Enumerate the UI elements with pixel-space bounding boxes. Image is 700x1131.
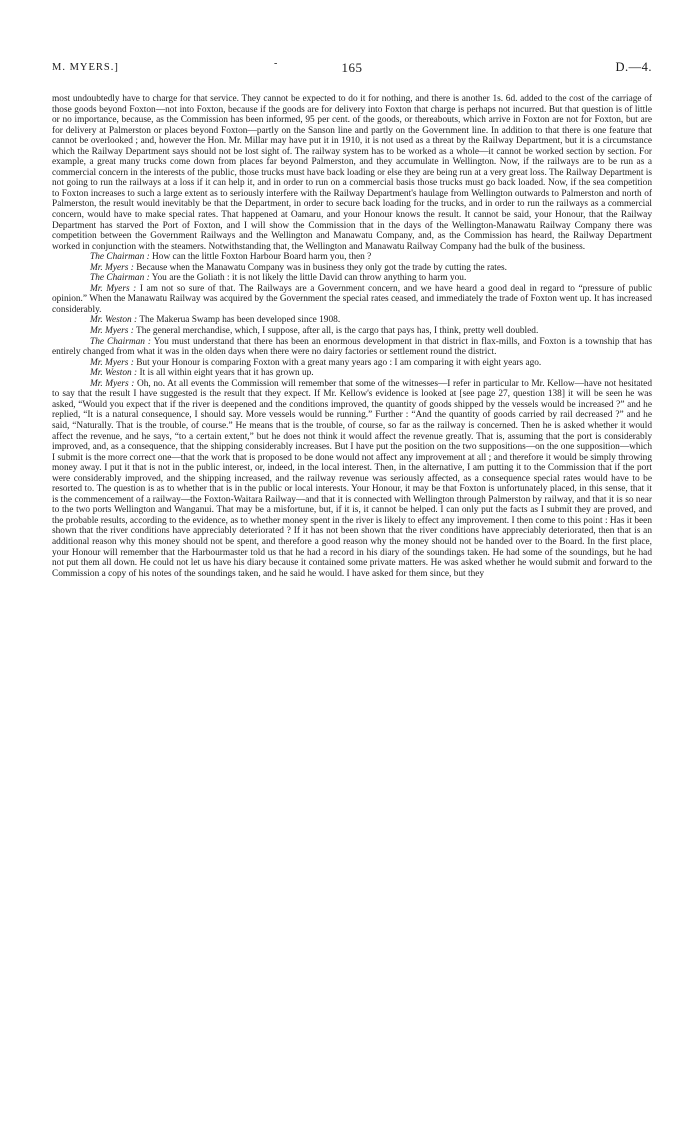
paragraph-text: But your Honour is comparing Foxton with a great many years ago : I am comparing it with eight years ago. xyxy=(136,357,542,368)
paragraph xyxy=(52,358,652,369)
speaker-label: The Chairman : xyxy=(90,252,150,263)
paragraph-text: most undoubtedly have to charge for that service. They cannot be expected to do it for nothing, and there is another 1s. 6d. added to the cost of the carriage of those goods beyond Foxton—not into Foxton, because if the goods are for delivery into Foxton that charge is perhaps not incurred. But that question is of little or no importance, because, as the Commission has been informed, 95 per cent. of the goods, or thereabouts, which arrive in Foxton are not for Foxton, but are for delivery at Palmerston or places beyond Foxton—partly on the Sanson line and partly on the Government line. In addition to that there is one feature that cannot be overlooked ; and, however the Hon. Mr. Millar may have put it in 1910, it is not used as a threat by the Railway Department, but it is a circumstance which the Railway Department says should not be lost sight of. The railway system has to be worked as a whole—it cannot be worked section by section. For example, a great many trucks come down from places far beyond Palmerston, and they accumulate in Wellington. Now, if the railways are to be run as a commercial concern in the interests of the public, those trucks must have back loading or else they are being run at a very great loss. The Railway Department is not going to run the railways at a loss if it can help it, and in order to run on a commercial basis those trucks must go back loaded. Now, if the sea competition to Foxton increases to such a large extent as to seriously interfere with the Railway Department's haulage from Wellington outwards to Palmerston and north of Palmerston, the result would inevitably be that the Department, in order to secure back loading for the trucks, and in order to run the railways as a commercial concern, would have to make special rates. That happened at Oamaru, and your Honour knows the result. It cannot be said, your Honour, that the Railway Department has starved the Port of Foxton, and I will show the Commission that in the days of the Wellington-Manawatu Railway Company there was competition between the Government Railways and the Wellington and Manawatu Company, and, as the Commission has heard, the Railway Department worked in conjunction with the steamers. Notwithstanding that, the Wellington and Manawatu Railway Company had the bulk of the business. xyxy=(52,94,652,252)
paragraph-text: The general merchandise, which, I suppose, after all, is the cargo that pays has, I think, pretty well doubled. xyxy=(136,326,539,337)
paragraph-text: How can the little Foxton Harbour Board harm you, then ? xyxy=(152,252,372,263)
header-mark: - xyxy=(274,58,278,69)
page-header xyxy=(52,58,652,80)
paragraph xyxy=(52,379,652,579)
document-body xyxy=(52,94,652,579)
paragraph xyxy=(52,284,652,316)
header-author: M. MYERS.] xyxy=(52,62,119,73)
paragraph xyxy=(52,326,652,337)
paragraph xyxy=(52,263,652,274)
page-number: 165 xyxy=(341,60,363,75)
speaker-label: The Chairman : xyxy=(90,336,152,347)
speaker-label: Mr. Weston : xyxy=(90,315,138,326)
speaker-label: Mr. Myers : xyxy=(90,283,137,294)
paragraph xyxy=(52,273,652,284)
paragraph xyxy=(52,368,652,379)
paragraph xyxy=(52,252,652,263)
speaker-label: Mr. Myers : xyxy=(90,326,134,337)
paragraph-text: It is all within eight years that it has grown up. xyxy=(139,368,314,379)
document-page xyxy=(52,58,652,579)
paragraph-text: Because when the Manawatu Company was in business they only got the trade by cutting the rates. xyxy=(136,262,508,273)
paragraph-text: I am not so sure of that. The Railways are a Government concern, and we have heard a good deal in regard to “pressure of public opinion.” When the Manawatu Railway was acquired by the Government the special rates ceased, and immediately the trade of Foxton went up. It has increased considerably. xyxy=(52,283,653,315)
paragraph xyxy=(52,94,652,252)
paragraph xyxy=(52,315,652,326)
paragraph-text: Oh, no. At all events the Commission will remember that some of the witnesses—I refer in particular to Mr. Kellow—have not hesitated to say that the result I have suggested is the result that they expect. If Mr. Kellow's evidence is looked at [see page 27, question 138] it will be seen he was asked, “Would you expect that if the river is deepened and the conditions improved, the quantity of goods shipped by the vessels would be increased ?” and he replied, “It is a natural consequence, I should say. More vessels would be running.” Further : “And the quantity of goods carried by rail decreased ?” and he said, “Naturally. That is the trouble, of course.” He means that is the trouble, of course, so far as the railway is concerned. Then he is asked whether it would affect the revenue, and he says, “to a certain extent,” but he does not think it would affect the revenue greatly. That is, assuming that the port is considerably improved, and, as a consequence, that the shipping considerably increases. But I have put the position on the two suppositions—on the one supposition—which I submit is the more correct one—that the work that is proposed to be done would not affect any improvement at all ; and therefore it would be simply throwing money away. I put it that is not in the public interest, or, indeed, in the local interest. Then, in the alternative, I am putting it to the Commission that if the port were considerably improved, and the shipping increased, and the railway revenue was seriously affected, as a consequence special rates would have to be resorted to. The question is as to whether that is in the public or local interests. Your Honour, it may be that Foxton is unfortunately placed, in this sense, that it is the commencement of a railway—the Foxton-Waitara Railway—and that it is connected with Wellington through Palmerston by railway, and that it is so near to the two ports Wellington and Wanganui. That may be a misfortune, but, if it is, it cannot be helped. I can only put the facts as I submit they are proved, and the probable results, according to the evidence, as to whether money spent in the river is likely to effect any improvement. I then come to this point : Has it been shown that the river conditions have appreciably deteriorated ? If it has not been shown that the river conditions have appreciably deteriorated, then that is an additional reason why this money should not be spent, and therefore a good reason why the money should not be handed over to the Board. In the first place, your Honour will remember that the Harbourmaster told us that he had a record in his diary of the soundings taken. He had some of the soundings, but he had not put them all down. He could not let us have his diary because it contained some private matters. He was asked whether he would submit and forward to the Commission a copy of his notes of the soundings taken, and he said he would. I have asked for them since, but they xyxy=(52,378,652,579)
speaker-label: The Chairman : xyxy=(90,273,150,284)
speaker-label: Mr. Myers : xyxy=(90,378,135,389)
document-reference: D.—4. xyxy=(615,60,652,74)
speaker-label: Mr. Myers : xyxy=(90,262,134,273)
paragraph-text: The Makerua Swamp has been developed since 1908. xyxy=(139,315,341,326)
paragraph-text: You must understand that there has been an enormous development in that district in flax-mills, and Foxton is a township that has entirely changed from what it was in the olden days when there were no dairy factories or settlement round the district. xyxy=(52,336,652,358)
paragraph xyxy=(52,337,652,358)
paragraph-text: You are the Goliath : it is not likely the little David can throw anything to harm you. xyxy=(151,273,467,284)
speaker-label: Mr. Myers : xyxy=(90,357,134,368)
speaker-label: Mr. Weston : xyxy=(90,368,138,379)
